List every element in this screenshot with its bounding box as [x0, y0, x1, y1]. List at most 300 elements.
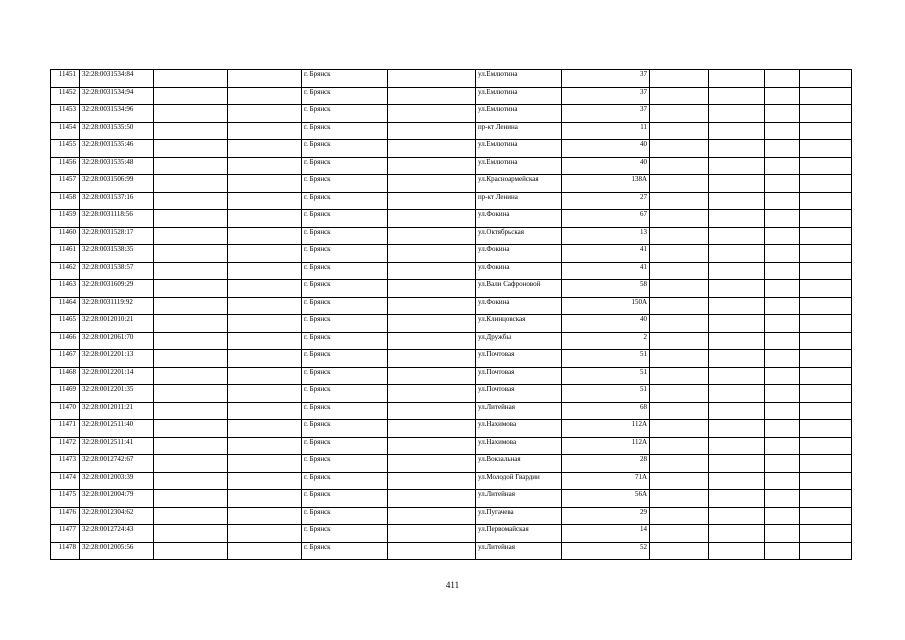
- house-number-cell: 27: [562, 192, 650, 210]
- row-number-cell: 11466: [51, 332, 80, 350]
- city-cell: г. Брянск: [302, 105, 388, 123]
- empty-cell: [800, 210, 852, 228]
- city-cell: г. Брянск: [302, 420, 388, 438]
- row-number-cell: 11461: [51, 245, 80, 263]
- table-row: [51, 402, 852, 420]
- house-number-cell: 14: [562, 525, 650, 543]
- house-number-cell: 41: [562, 245, 650, 263]
- empty-cell: [765, 490, 800, 508]
- street-cell: ул.Емлютина: [476, 140, 562, 158]
- empty-cell: [709, 210, 765, 228]
- empty-cell: [709, 542, 765, 560]
- empty-cell: [800, 280, 852, 298]
- empty-cell: [388, 350, 476, 368]
- table-row: [51, 367, 852, 385]
- row-number-cell: 11459: [51, 210, 80, 228]
- city-cell: г. Брянск: [302, 367, 388, 385]
- empty-cell: [650, 332, 709, 350]
- empty-cell: [765, 472, 800, 490]
- table-row: [51, 420, 852, 438]
- empty-cell: [650, 227, 709, 245]
- empty-cell: [800, 332, 852, 350]
- empty-cell: [765, 262, 800, 280]
- city-cell: г. Брянск: [302, 490, 388, 508]
- cadastral-number-cell: 32:28:0031609:29: [80, 280, 154, 298]
- empty-cell: [228, 122, 302, 140]
- house-number-cell: 138А: [562, 175, 650, 193]
- empty-cell: [154, 455, 228, 473]
- empty-cell: [228, 420, 302, 438]
- empty-cell: [228, 350, 302, 368]
- table-row: [51, 87, 852, 105]
- cadastral-number-cell: 32:28:0012003:39: [80, 472, 154, 490]
- empty-cell: [228, 455, 302, 473]
- empty-cell: [709, 455, 765, 473]
- empty-cell: [800, 122, 852, 140]
- street-cell: ул.Литейная: [476, 490, 562, 508]
- empty-cell: [800, 525, 852, 543]
- empty-cell: [650, 315, 709, 333]
- street-cell: ул.Почтовая: [476, 367, 562, 385]
- house-number-cell: 37: [562, 87, 650, 105]
- empty-cell: [800, 192, 852, 210]
- empty-cell: [228, 70, 302, 88]
- empty-cell: [709, 227, 765, 245]
- house-number-cell: 67: [562, 210, 650, 228]
- empty-cell: [709, 472, 765, 490]
- empty-cell: [765, 350, 800, 368]
- house-number-cell: 40: [562, 140, 650, 158]
- house-number-cell: 71А: [562, 472, 650, 490]
- empty-cell: [228, 157, 302, 175]
- empty-cell: [388, 280, 476, 298]
- street-cell: ул.Вали Сафроновой: [476, 280, 562, 298]
- empty-cell: [709, 262, 765, 280]
- table-row: [51, 105, 852, 123]
- empty-cell: [709, 105, 765, 123]
- house-number-cell: 2: [562, 332, 650, 350]
- cadastral-number-cell: 32:28:0012201:13: [80, 350, 154, 368]
- empty-cell: [765, 507, 800, 525]
- street-cell: ул.Литейная: [476, 402, 562, 420]
- cadastral-number-cell: 32:28:0031535:46: [80, 140, 154, 158]
- empty-cell: [765, 332, 800, 350]
- empty-cell: [800, 472, 852, 490]
- row-number-cell: 11471: [51, 420, 80, 438]
- empty-cell: [709, 122, 765, 140]
- table-row: [51, 192, 852, 210]
- cadastral-number-cell: 32:28:0012061:70: [80, 332, 154, 350]
- empty-cell: [388, 297, 476, 315]
- empty-cell: [709, 315, 765, 333]
- city-cell: г. Брянск: [302, 402, 388, 420]
- street-cell: ул.Почтовая: [476, 385, 562, 403]
- empty-cell: [650, 192, 709, 210]
- street-cell: пр-кт Ленина: [476, 192, 562, 210]
- empty-cell: [154, 227, 228, 245]
- cadastral-number-cell: 32:28:0031118:56: [80, 210, 154, 228]
- cadastral-number-cell: 32:28:0031534:84: [80, 70, 154, 88]
- row-number-cell: 11472: [51, 437, 80, 455]
- empty-cell: [650, 420, 709, 438]
- empty-cell: [228, 245, 302, 263]
- empty-cell: [154, 122, 228, 140]
- city-cell: г. Брянск: [302, 437, 388, 455]
- empty-cell: [154, 157, 228, 175]
- empty-cell: [154, 385, 228, 403]
- city-cell: г. Брянск: [302, 175, 388, 193]
- empty-cell: [765, 315, 800, 333]
- street-cell: ул.Емлютина: [476, 157, 562, 175]
- empty-cell: [228, 192, 302, 210]
- table-row: [51, 140, 852, 158]
- empty-cell: [650, 157, 709, 175]
- house-number-cell: 68: [562, 402, 650, 420]
- house-number-cell: 13: [562, 227, 650, 245]
- empty-cell: [765, 525, 800, 543]
- table-row: [51, 542, 852, 560]
- city-cell: г. Брянск: [302, 210, 388, 228]
- empty-cell: [388, 472, 476, 490]
- empty-cell: [709, 297, 765, 315]
- empty-cell: [800, 350, 852, 368]
- city-cell: г. Брянск: [302, 192, 388, 210]
- empty-cell: [388, 192, 476, 210]
- city-cell: г. Брянск: [302, 280, 388, 298]
- empty-cell: [650, 210, 709, 228]
- empty-cell: [388, 385, 476, 403]
- row-number-cell: 11467: [51, 350, 80, 368]
- empty-cell: [765, 542, 800, 560]
- empty-cell: [709, 280, 765, 298]
- empty-cell: [228, 385, 302, 403]
- street-cell: ул.Октябрьская: [476, 227, 562, 245]
- empty-cell: [765, 367, 800, 385]
- street-cell: ул.Емлютина: [476, 87, 562, 105]
- house-number-cell: 29: [562, 507, 650, 525]
- street-cell: ул.Почтовая: [476, 350, 562, 368]
- street-cell: ул.Пугачева: [476, 507, 562, 525]
- cadastral-number-cell: 32:28:0031528:17: [80, 227, 154, 245]
- empty-cell: [154, 262, 228, 280]
- empty-cell: [228, 507, 302, 525]
- table-row: [51, 490, 852, 508]
- city-cell: г. Брянск: [302, 262, 388, 280]
- house-number-cell: 28: [562, 455, 650, 473]
- empty-cell: [765, 227, 800, 245]
- empty-cell: [154, 402, 228, 420]
- empty-cell: [765, 420, 800, 438]
- empty-cell: [800, 542, 852, 560]
- city-cell: г. Брянск: [302, 332, 388, 350]
- empty-cell: [154, 472, 228, 490]
- city-cell: г. Брянск: [302, 227, 388, 245]
- empty-cell: [709, 140, 765, 158]
- empty-cell: [709, 192, 765, 210]
- cadastral-number-cell: 32:28:0012010:21: [80, 315, 154, 333]
- row-number-cell: 11453: [51, 105, 80, 123]
- empty-cell: [154, 140, 228, 158]
- row-number-cell: 11474: [51, 472, 80, 490]
- table-row: [51, 175, 852, 193]
- empty-cell: [228, 175, 302, 193]
- street-cell: ул.Фокина: [476, 245, 562, 263]
- empty-cell: [709, 350, 765, 368]
- empty-cell: [709, 367, 765, 385]
- empty-cell: [154, 70, 228, 88]
- empty-cell: [765, 140, 800, 158]
- empty-cell: [228, 332, 302, 350]
- row-number-cell: 11464: [51, 297, 80, 315]
- row-number-cell: 11470: [51, 402, 80, 420]
- empty-cell: [765, 245, 800, 263]
- empty-cell: [800, 437, 852, 455]
- empty-cell: [800, 315, 852, 333]
- empty-cell: [228, 437, 302, 455]
- row-number-cell: 11465: [51, 315, 80, 333]
- empty-cell: [154, 490, 228, 508]
- empty-cell: [765, 175, 800, 193]
- row-number-cell: 11462: [51, 262, 80, 280]
- city-cell: г. Брянск: [302, 350, 388, 368]
- empty-cell: [709, 420, 765, 438]
- house-number-cell: 37: [562, 105, 650, 123]
- empty-cell: [154, 297, 228, 315]
- empty-cell: [765, 402, 800, 420]
- table-row: [51, 210, 852, 228]
- house-number-cell: 41: [562, 262, 650, 280]
- house-number-cell: 40: [562, 157, 650, 175]
- empty-cell: [154, 192, 228, 210]
- empty-cell: [800, 175, 852, 193]
- empty-cell: [765, 122, 800, 140]
- empty-cell: [709, 525, 765, 543]
- empty-cell: [765, 210, 800, 228]
- street-cell: ул.Фокина: [476, 297, 562, 315]
- city-cell: г. Брянск: [302, 245, 388, 263]
- row-number-cell: 11452: [51, 87, 80, 105]
- row-number-cell: 11478: [51, 542, 80, 560]
- empty-cell: [154, 332, 228, 350]
- page-number: 411: [445, 580, 460, 590]
- cadastral-number-cell: 32:28:0012005:56: [80, 542, 154, 560]
- empty-cell: [388, 402, 476, 420]
- empty-cell: [154, 315, 228, 333]
- row-number-cell: 11454: [51, 122, 80, 140]
- empty-cell: [228, 87, 302, 105]
- empty-cell: [650, 385, 709, 403]
- row-number-cell: 11460: [51, 227, 80, 245]
- table-row: [51, 507, 852, 525]
- empty-cell: [650, 507, 709, 525]
- row-number-cell: 11477: [51, 525, 80, 543]
- table-row: [51, 350, 852, 368]
- empty-cell: [800, 455, 852, 473]
- cadastral-number-cell: 32:28:0031538:35: [80, 245, 154, 263]
- empty-cell: [800, 227, 852, 245]
- empty-cell: [388, 175, 476, 193]
- empty-cell: [388, 490, 476, 508]
- empty-cell: [650, 402, 709, 420]
- registry-body: [51, 70, 852, 560]
- empty-cell: [154, 350, 228, 368]
- table-row: [51, 122, 852, 140]
- city-cell: г. Брянск: [302, 525, 388, 543]
- empty-cell: [154, 542, 228, 560]
- empty-cell: [650, 350, 709, 368]
- empty-cell: [800, 157, 852, 175]
- empty-cell: [709, 490, 765, 508]
- house-number-cell: 112А: [562, 420, 650, 438]
- empty-cell: [154, 245, 228, 263]
- street-cell: ул.Нахимова: [476, 437, 562, 455]
- table-row: [51, 385, 852, 403]
- empty-cell: [228, 490, 302, 508]
- city-cell: г. Брянск: [302, 87, 388, 105]
- empty-cell: [650, 455, 709, 473]
- row-number-cell: 11451: [51, 70, 80, 88]
- empty-cell: [800, 245, 852, 263]
- street-cell: ул.Молодой Гвардии: [476, 472, 562, 490]
- empty-cell: [388, 262, 476, 280]
- city-cell: г. Брянск: [302, 70, 388, 88]
- empty-cell: [709, 157, 765, 175]
- city-cell: г. Брянск: [302, 542, 388, 560]
- empty-cell: [388, 367, 476, 385]
- empty-cell: [228, 262, 302, 280]
- empty-cell: [228, 297, 302, 315]
- street-cell: ул.Фокина: [476, 210, 562, 228]
- house-number-cell: 40: [562, 315, 650, 333]
- empty-cell: [154, 367, 228, 385]
- empty-cell: [228, 210, 302, 228]
- cadastral-number-cell: 32:28:0031534:96: [80, 105, 154, 123]
- empty-cell: [154, 420, 228, 438]
- empty-cell: [388, 525, 476, 543]
- empty-cell: [154, 210, 228, 228]
- city-cell: г. Брянск: [302, 385, 388, 403]
- street-cell: ул.Вокзальная: [476, 455, 562, 473]
- row-number-cell: 11473: [51, 455, 80, 473]
- empty-cell: [388, 455, 476, 473]
- empty-cell: [709, 332, 765, 350]
- empty-cell: [388, 210, 476, 228]
- cadastral-number-cell: 32:28:0012011:21: [80, 402, 154, 420]
- row-number-cell: 11457: [51, 175, 80, 193]
- street-cell: ул.Красноармейская: [476, 175, 562, 193]
- empty-cell: [228, 315, 302, 333]
- registry-sheet: [50, 69, 851, 560]
- empty-cell: [388, 122, 476, 140]
- street-cell: ул.Емлютина: [476, 70, 562, 88]
- empty-cell: [650, 175, 709, 193]
- table-row: [51, 437, 852, 455]
- house-number-cell: 51: [562, 350, 650, 368]
- cadastral-number-cell: 32:28:0031537:16: [80, 192, 154, 210]
- table-row: [51, 70, 852, 88]
- empty-cell: [154, 437, 228, 455]
- empty-cell: [228, 542, 302, 560]
- table-row: [51, 262, 852, 280]
- cadastral-number-cell: 32:28:0012724:43: [80, 525, 154, 543]
- cadastral-number-cell: 32:28:0012201:35: [80, 385, 154, 403]
- house-number-cell: 56А: [562, 490, 650, 508]
- empty-cell: [154, 105, 228, 123]
- empty-cell: [650, 140, 709, 158]
- empty-cell: [388, 437, 476, 455]
- street-cell: ул.Фокина: [476, 262, 562, 280]
- empty-cell: [154, 87, 228, 105]
- empty-cell: [388, 420, 476, 438]
- empty-cell: [765, 105, 800, 123]
- empty-cell: [228, 140, 302, 158]
- house-number-cell: 52: [562, 542, 650, 560]
- empty-cell: [800, 70, 852, 88]
- empty-cell: [650, 297, 709, 315]
- street-cell: ул.Литейная: [476, 542, 562, 560]
- empty-cell: [650, 105, 709, 123]
- cadastral-number-cell: 32:28:0031535:50: [80, 122, 154, 140]
- empty-cell: [650, 472, 709, 490]
- house-number-cell: 51: [562, 385, 650, 403]
- empty-cell: [765, 297, 800, 315]
- cadastral-number-cell: 32:28:0031534:94: [80, 87, 154, 105]
- cadastral-number-cell: 32:28:0031506:99: [80, 175, 154, 193]
- city-cell: г. Брянск: [302, 315, 388, 333]
- house-number-cell: 58: [562, 280, 650, 298]
- empty-cell: [800, 262, 852, 280]
- empty-cell: [800, 367, 852, 385]
- city-cell: г. Брянск: [302, 507, 388, 525]
- empty-cell: [800, 385, 852, 403]
- empty-cell: [709, 507, 765, 525]
- empty-cell: [800, 105, 852, 123]
- empty-cell: [228, 367, 302, 385]
- street-cell: ул.Первомайская: [476, 525, 562, 543]
- empty-cell: [800, 420, 852, 438]
- empty-cell: [800, 507, 852, 525]
- empty-cell: [154, 507, 228, 525]
- empty-cell: [228, 227, 302, 245]
- empty-cell: [800, 140, 852, 158]
- empty-cell: [388, 315, 476, 333]
- empty-cell: [765, 437, 800, 455]
- row-number-cell: 11468: [51, 367, 80, 385]
- table-row: [51, 297, 852, 315]
- cadastral-number-cell: 32:28:0031535:48: [80, 157, 154, 175]
- empty-cell: [388, 105, 476, 123]
- empty-cell: [228, 525, 302, 543]
- empty-cell: [650, 367, 709, 385]
- empty-cell: [650, 542, 709, 560]
- city-cell: г. Брянск: [302, 157, 388, 175]
- empty-cell: [228, 280, 302, 298]
- table-row: [51, 525, 852, 543]
- cadastral-number-cell: 32:28:0012004:79: [80, 490, 154, 508]
- empty-cell: [388, 542, 476, 560]
- street-cell: ул.Дружбы: [476, 332, 562, 350]
- row-number-cell: 11456: [51, 157, 80, 175]
- empty-cell: [765, 87, 800, 105]
- table-row: [51, 227, 852, 245]
- empty-cell: [765, 157, 800, 175]
- empty-cell: [709, 385, 765, 403]
- row-number-cell: 11469: [51, 385, 80, 403]
- empty-cell: [228, 472, 302, 490]
- city-cell: г. Брянск: [302, 297, 388, 315]
- cadastral-number-cell: 32:28:0012742:67: [80, 455, 154, 473]
- empty-cell: [154, 280, 228, 298]
